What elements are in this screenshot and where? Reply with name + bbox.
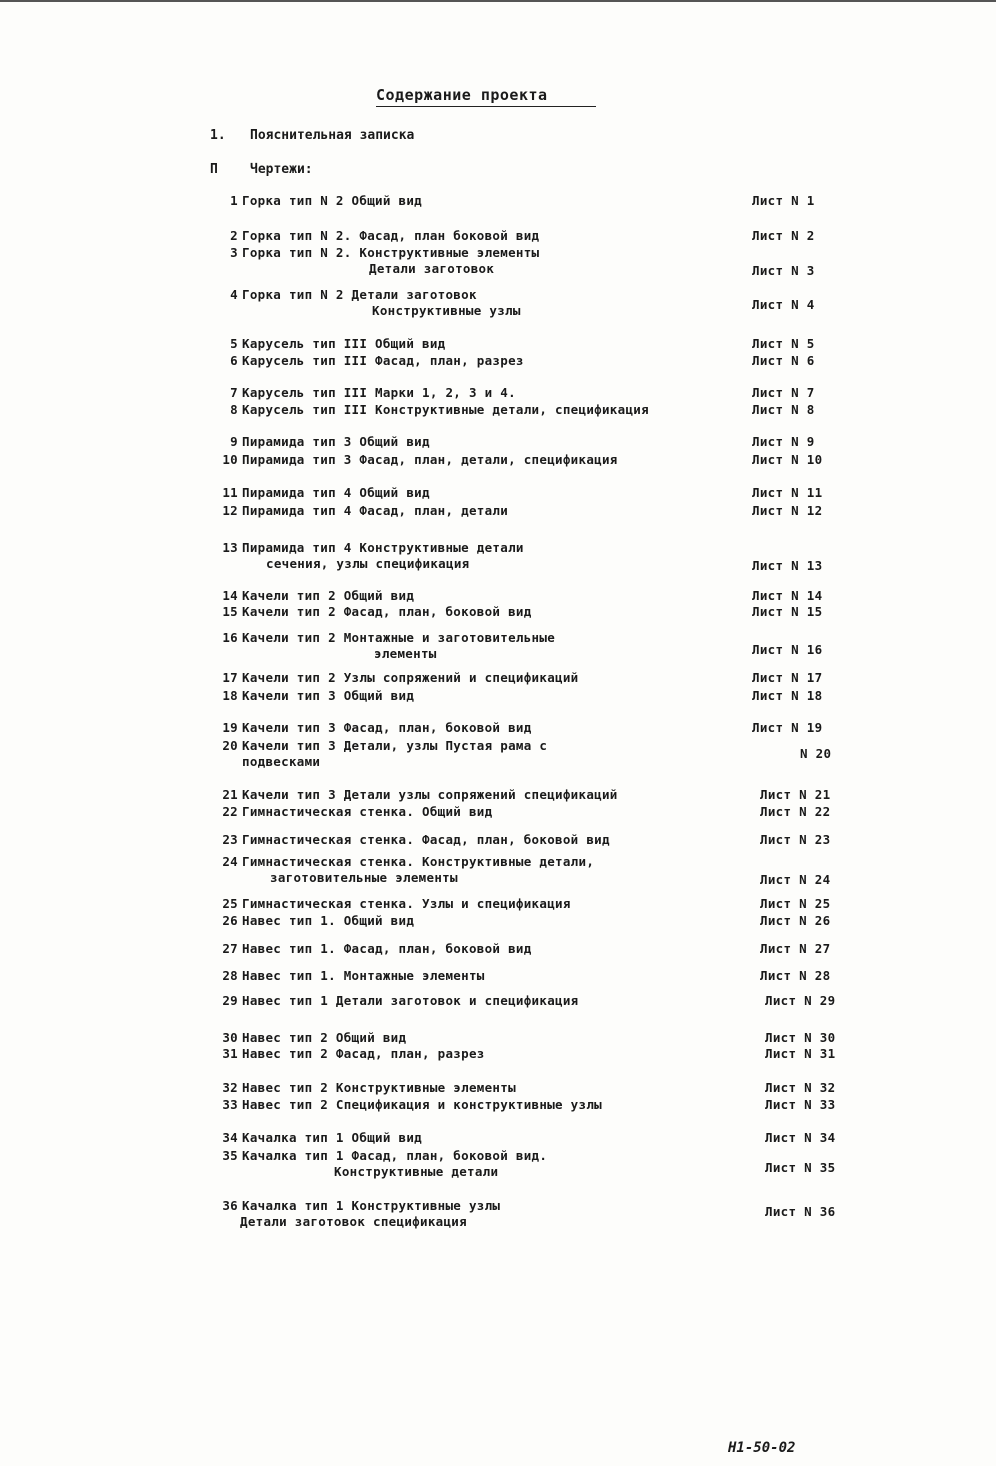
entry-title: Качалка тип 1 Фасад, план, боковой вид. <box>242 1148 548 1163</box>
entry-sheet-number: Лист N 36 <box>765 1204 836 1219</box>
entry-sheet-number: Лист N 33 <box>765 1097 836 1112</box>
entry-title: Навес тип 1 Детали заготовок и спецификация <box>242 993 579 1008</box>
entry-title-continuation: Детали заготовок <box>369 261 495 276</box>
section-label: Чертежи: <box>250 162 313 177</box>
entry-number: 34 <box>222 1130 238 1145</box>
entry-title: Качели тип 3 Детали, узлы Пустая рама с <box>242 738 548 753</box>
entry-sheet-number: Лист N 32 <box>765 1080 836 1095</box>
entry-number: 14 <box>222 588 238 603</box>
entry-sheet-number: Лист N 1 <box>752 193 815 208</box>
entry-title: Качели тип 3 Детали узлы сопряжений спецификаций <box>242 787 618 802</box>
entry-number: 24 <box>222 854 238 869</box>
entry-sheet-number: Лист N 28 <box>760 968 831 983</box>
entry-sheet-number: Лист N 17 <box>752 670 823 685</box>
section-number: П <box>210 162 218 177</box>
entry-sheet-number: Лист N 12 <box>752 503 823 518</box>
entry-sheet-number: Лист N 9 <box>752 434 815 449</box>
entry-sheet-number: Лист N 2 <box>752 228 815 243</box>
page-title: Содержание проекта <box>376 86 596 107</box>
entry-number: 15 <box>222 604 238 619</box>
entry-number: 1 <box>230 193 238 208</box>
entry-number: 20 <box>222 738 238 753</box>
document-code-stamp: Н1-50-02 <box>728 1440 796 1456</box>
entry-title-continuation: заготовительные элементы <box>270 870 458 885</box>
entry-number: 23 <box>222 832 238 847</box>
entry-number: 17 <box>222 670 238 685</box>
entry-sheet-number: Лист N 34 <box>765 1130 836 1145</box>
entry-number: 28 <box>222 968 238 983</box>
entry-title: Горка тип N 2. Фасад, план боковой вид <box>242 228 540 243</box>
entry-sheet-number: Лист N 6 <box>752 353 815 368</box>
entry-sheet-number: Лист N 3 <box>752 263 815 278</box>
entry-title: Карусель тип III Общий вид <box>242 336 446 351</box>
entry-title: Качели тип 2 Монтажные и заготовительные <box>242 630 556 645</box>
entry-title: Качалка тип 1 Общий вид <box>242 1130 422 1145</box>
entry-number: 26 <box>222 913 238 928</box>
entry-title: Качели тип 2 Общий вид <box>242 588 415 603</box>
entry-number: 3 <box>230 245 238 260</box>
entry-title: Гимнастическая стенка. Общий вид <box>242 804 493 819</box>
entry-title: Навес тип 1. Общий вид <box>242 913 415 928</box>
entry-number: 4 <box>230 287 238 302</box>
entry-number: 19 <box>222 720 238 735</box>
section-number: 1. <box>210 128 226 143</box>
entry-number: 30 <box>222 1030 238 1045</box>
entry-number: 7 <box>230 385 238 400</box>
entry-title-continuation: Конструктивные узлы <box>372 303 521 318</box>
entry-title: Качели тип 2 Узлы сопряжений и спецификаций <box>242 670 579 685</box>
entry-sheet-number: Лист N 8 <box>752 402 815 417</box>
entry-sheet-number: Лист N 22 <box>760 804 831 819</box>
entry-sheet-number: Лист N 27 <box>760 941 831 956</box>
entry-title-continuation: элементы <box>374 646 437 661</box>
entry-title: Горка тип N 2 Общий вид <box>242 193 422 208</box>
top-border-line <box>0 0 996 8</box>
entry-sheet-number: Лист N 23 <box>760 832 831 847</box>
entry-number: 27 <box>222 941 238 956</box>
entry-number: 33 <box>222 1097 238 1112</box>
entry-sheet-number: Лист N 26 <box>760 913 831 928</box>
entry-title: Карусель тип III Конструктивные детали, спецификация <box>242 402 649 417</box>
entry-title: Навес тип 1. Фасад, план, боковой вид <box>242 941 532 956</box>
entry-sheet-number: Лист N 11 <box>752 485 823 500</box>
entry-title: Пирамида тип 4 Фасад, план, детали <box>242 503 509 518</box>
entry-title: Пирамида тип 4 Общий вид <box>242 485 430 500</box>
entry-title: Гимнастическая стенка. Фасад, план, боковой вид <box>242 832 610 847</box>
entry-title: Карусель тип III Фасад, план, разрез <box>242 353 524 368</box>
entry-number: 8 <box>230 402 238 417</box>
entry-title: Навес тип 2 Общий вид <box>242 1030 407 1045</box>
entry-sheet-number: Лист N 5 <box>752 336 815 351</box>
entry-title: Навес тип 1. Монтажные элементы <box>242 968 485 983</box>
entry-number: 35 <box>222 1148 238 1163</box>
entry-number: 12 <box>222 503 238 518</box>
entry-sheet-number: Лист N 18 <box>752 688 823 703</box>
entry-title: Горка тип N 2. Конструктивные элементы <box>242 245 540 260</box>
entry-sheet-number: Лист N 31 <box>765 1046 836 1061</box>
entry-title: Пирамида тип 4 Конструктивные детали <box>242 540 524 555</box>
entry-title-continuation: подвесками <box>242 754 321 769</box>
entry-number: 31 <box>222 1046 238 1061</box>
entry-title: Гимнастическая стенка. Конструктивные детали, <box>242 854 595 869</box>
entry-number: 11 <box>222 485 238 500</box>
entry-title: Качалка тип 1 Конструктивные узлы <box>242 1198 501 1213</box>
entry-number: 16 <box>222 630 238 645</box>
entry-number: 25 <box>222 896 238 911</box>
entry-title-continuation: Конструктивные детали <box>334 1164 499 1179</box>
entry-sheet-number: Лист N 30 <box>765 1030 836 1045</box>
entry-title: Гимнастическая стенка. Узлы и спецификация <box>242 896 571 911</box>
entry-sheet-number: N 20 <box>800 746 832 761</box>
entry-title: Качели тип 3 Фасад, план, боковой вид <box>242 720 532 735</box>
entry-title: Качели тип 2 Фасад, план, боковой вид <box>242 604 532 619</box>
entry-number: 9 <box>230 434 238 449</box>
entry-title: Пирамида тип 3 Общий вид <box>242 434 430 449</box>
entry-number: 2 <box>230 228 238 243</box>
entry-sheet-number: Лист N 21 <box>760 787 831 802</box>
entry-number: 13 <box>222 540 238 555</box>
section-drawings <box>210 162 313 177</box>
entry-title: Горка тип N 2 Детали заготовок <box>242 287 477 302</box>
entry-title-continuation: сечения, узлы спецификация <box>266 556 470 571</box>
entry-sheet-number: Лист N 10 <box>752 452 823 467</box>
entry-title: Навес тип 2 Конструктивные элементы <box>242 1080 516 1095</box>
entry-number: 21 <box>222 787 238 802</box>
entry-title-continuation: Детали заготовок спецификация <box>240 1214 467 1229</box>
entry-sheet-number: Лист N 4 <box>752 297 815 312</box>
entry-sheet-number: Лист N 35 <box>765 1160 836 1175</box>
entry-number: 5 <box>230 336 238 351</box>
entry-sheet-number: Лист N 24 <box>760 872 831 887</box>
entry-title: Навес тип 2 Фасад, план, разрез <box>242 1046 485 1061</box>
entry-number: 6 <box>230 353 238 368</box>
entry-sheet-number: Лист N 29 <box>765 993 836 1008</box>
entry-sheet-number: Лист N 7 <box>752 385 815 400</box>
entry-title: Качели тип 3 Общий вид <box>242 688 415 703</box>
entry-sheet-number: Лист N 15 <box>752 604 823 619</box>
entry-title: Карусель тип III Марки 1, 2, 3 и 4. <box>242 385 516 400</box>
entry-sheet-number: Лист N 16 <box>752 642 823 657</box>
entry-number: 32 <box>222 1080 238 1095</box>
entry-title: Пирамида тип 3 Фасад, план, детали, спецификация <box>242 452 618 467</box>
entry-title: Навес тип 2 Спецификация и конструктивные узлы <box>242 1097 602 1112</box>
entry-number: 36 <box>222 1198 238 1213</box>
entry-number: 18 <box>222 688 238 703</box>
entry-sheet-number: Лист N 13 <box>752 558 823 573</box>
entry-number: 29 <box>222 993 238 1008</box>
entry-sheet-number: Лист N 25 <box>760 896 831 911</box>
entry-sheet-number: Лист N 19 <box>752 720 823 735</box>
section-explanatory-note <box>210 128 414 143</box>
entry-sheet-number: Лист N 14 <box>752 588 823 603</box>
entry-number: 10 <box>222 452 238 467</box>
entry-number: 22 <box>222 804 238 819</box>
section-label: Пояснительная записка <box>250 128 415 143</box>
